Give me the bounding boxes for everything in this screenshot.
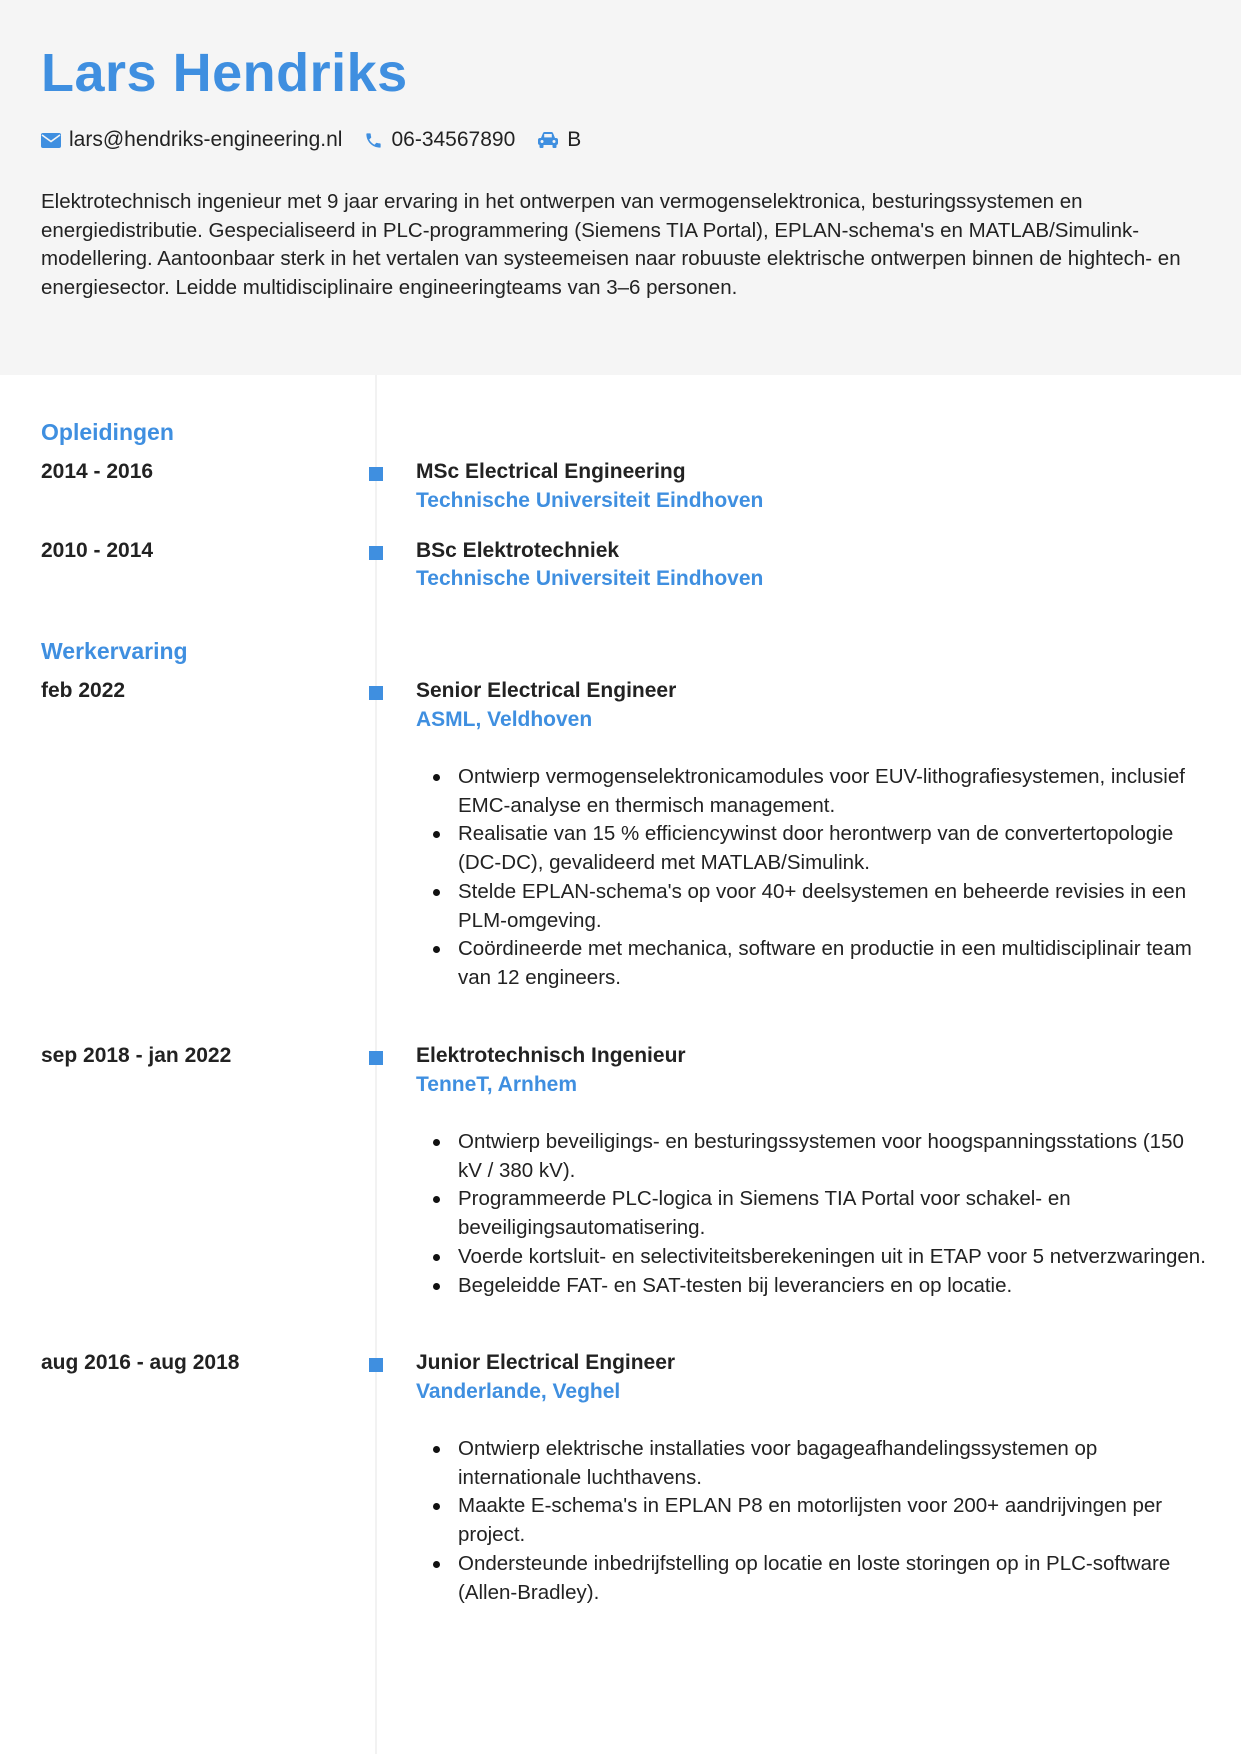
job-period: aug 2016 - aug 2018 (41, 1351, 240, 1374)
list-item: Ondersteunde inbedrijfstelling op locatie en loste storingen op in PLC-software (Allen-Bradley). (416, 1550, 1206, 1607)
list-item: Ontwierp beveiligings- en besturingssystemen voor hoogspanningsstations (150 kV / 380 kV). (416, 1128, 1206, 1185)
timeline-marker (369, 686, 383, 700)
education-degree: BSc Elektrotechniek (416, 539, 620, 562)
job-period: feb 2022 (41, 679, 126, 702)
job-bullets (416, 1128, 1206, 1300)
timeline-marker (369, 1051, 383, 1065)
job-period: sep 2018 - jan 2022 (41, 1044, 232, 1067)
list-item: Coördineerde met mechanica, software en productie in een multidisciplinair team van 12 engineers. (416, 935, 1206, 992)
contact-license (537, 128, 581, 152)
job-role: Senior Electrical Engineer (416, 679, 677, 702)
contact-row (41, 128, 603, 152)
header (0, 0, 1241, 375)
job-company: ASML, Veldhoven (416, 708, 593, 731)
timeline-marker (369, 467, 383, 481)
phone-icon (364, 131, 383, 150)
job-bullets (416, 1435, 1206, 1607)
list-item: Realisatie van 15 % efficiencywinst door herontwerp van de convertertopologie (DC-DC), gevalideerd met MATLAB/Simulink. (416, 820, 1206, 877)
job-company: Vanderlande, Veghel (416, 1380, 621, 1403)
job-role: Junior Electrical Engineer (416, 1351, 676, 1374)
list-item: Stelde EPLAN-schema's op voor 40+ deelsystemen en beheerde revisies in een PLM-omgeving. (416, 878, 1206, 935)
email-text[interactable]: lars@hendriks-engineering.nl (69, 128, 343, 151)
job-company: TenneT, Arnhem (416, 1073, 578, 1096)
experience-heading: Werkervaring (41, 638, 188, 664)
phone-text[interactable]: 06-34567890 (391, 128, 516, 151)
contact-phone (364, 128, 515, 152)
timeline-marker (369, 1358, 383, 1372)
list-item: Begeleidde FAT- en SAT-testen bij leveranciers en op locatie. (416, 1272, 1206, 1301)
job-role: Elektrotechnisch Ingenieur (416, 1044, 686, 1067)
job-bullets (416, 763, 1206, 993)
list-item: Ontwierp elektrische installaties voor bagageafhandelingssystemen op internationale luchthavens. (416, 1435, 1206, 1492)
car-icon (537, 131, 559, 149)
education-degree: MSc Electrical Engineering (416, 460, 686, 483)
list-item: Programmeerde PLC-logica in Siemens TIA Portal voor schakel- en beveiligingsautomatisering. (416, 1185, 1206, 1242)
education-school: Technische Universiteit Eindhoven (416, 567, 764, 590)
envelope-icon (41, 133, 61, 148)
contact-email (41, 128, 342, 152)
list-item: Ontwierp vermogenselektronicamodules voor EUV-lithografiesystemen, inclusief EMC-analyse en thermisch management. (416, 763, 1206, 820)
education-period: 2010 - 2014 (41, 539, 154, 562)
list-item: Voerde kortsluit- en selectiviteitsberekeningen uit in ETAP voor 5 netverzwaringen. (416, 1243, 1206, 1272)
profile-summary: Elektrotechnisch ingenieur met 9 jaar ervaring in het ontwerpen van vermogenselektronica, besturingssystemen en energiedistributie. Gespecialiseerd in PLC-programmering (Siemens TIA Portal), EPLAN-schema's en MATLAB/Simulink-modellering. Aantoonbaar sterk in het vertalen van systeemeisen naar robuuste elektrische ontwerpen binnen de hightech- en energiesector. Leidde multidisciplinaire engineeringteams van 3–6 personen. (41, 190, 1181, 299)
license-text: B (567, 128, 582, 151)
list-item: Maakte E-schema's in EPLAN P8 en motorlijsten voor 200+ aandrijvingen per project. (416, 1492, 1206, 1549)
candidate-name: Lars Hendriks (41, 43, 408, 103)
timeline-marker (369, 546, 383, 560)
education-period: 2014 - 2016 (41, 460, 154, 483)
education-school: Technische Universiteit Eindhoven (416, 489, 764, 512)
education-heading: Opleidingen (41, 419, 174, 445)
